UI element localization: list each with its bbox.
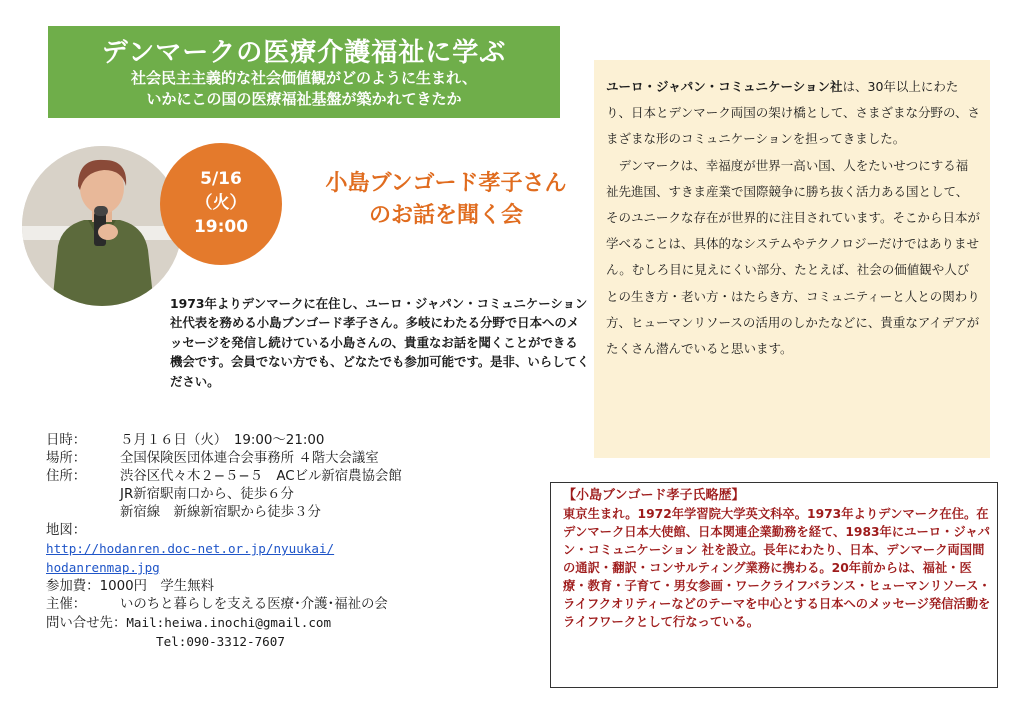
fee-value: 1000円 学生無料 xyxy=(99,579,214,594)
place-label: 場所： xyxy=(46,451,87,466)
date-badge-date: 5/16 xyxy=(200,169,242,189)
host-value: いのちと暮らしを支える医療･介護･福祉の会 xyxy=(120,597,388,612)
speaker-photo xyxy=(22,146,182,306)
header-banner xyxy=(48,26,560,118)
address-label: 住所： xyxy=(46,469,87,484)
company-paragraph-2: デンマークは、幸福度が世界一高い国、人をたいせつにする福祉先進国、すきま産業で国際競争に勝ち抜く活力ある国として、そのユニークな存在が世界的に注目されています。そこから日本が学べることは、具体的なシステムやテクノロジーだけではありません。むしろ目に見えにくい部分、たとえば、社会の価値観や人びとの生き方・老い方・はたらき方、コミュニティーと人との関わり方、ヒューマンリソースの活用のしかたなどに、貴重なアイデアがたくさん潜んでいると思います。 xyxy=(606,157,981,357)
access-line-2: 新宿線 新線新宿駅から徒歩３分 xyxy=(120,505,321,520)
contact-row xyxy=(46,614,526,633)
company-description xyxy=(594,60,990,458)
contact-mail[interactable]: Mail:heiwa.inochi@gmail.com xyxy=(126,615,332,630)
map-link-file[interactable]: hodanrenmap.jpg xyxy=(46,560,160,575)
access-line-1: JR新宿駅南口から、徒歩６分 xyxy=(120,487,294,502)
bio-title: 【小島ブンゴード孝子氏略歴】 xyxy=(563,488,745,503)
address-value: 渋谷区代々木２−５−５ ACビル新宿農協会館 xyxy=(120,469,402,484)
contact-label: 問い合せ先： xyxy=(46,616,127,631)
fee-row xyxy=(46,578,526,596)
place-row xyxy=(46,450,526,468)
host-row xyxy=(46,596,526,614)
intro-text: 1973年よりデンマークに在住し、ユーロ・ジャパン・コミュニケーション社代表を務める小島ブンゴード孝子さん。多岐にわたる分野で日本へのメッセージを発信し続けている小島さんの、貴重なお話を聞くことができる機会です。会員でない方でも、どなたでも参加可能です。是非、いらしてください。 xyxy=(170,296,590,389)
map-link[interactable]: http://hodanren.doc-net.or.jp/nyuukai/ xyxy=(46,541,335,556)
page-subtitle xyxy=(48,68,560,110)
company-name: ユーロ・ジャパン・コミュニケーション社 xyxy=(606,79,843,94)
date-badge xyxy=(160,143,282,265)
company-paragraph-1 xyxy=(606,74,980,153)
bio-text: 東京生まれ。1972年学習院大学英文科卒。1973年よりデンマーク在住。在デンマーク日本大使館、日本関連企業勤務を経て、1983年にユーロ・ジャパン・コミュニケーション 社を設立。長年にわたり、日本、デンマーク両国間の通訳・翻訳・コンサルティング業務に携わる。20年前からは、福祉・医療・教育・子育て・男女参画・ワークライフバランス・ヒューマンリソース・ライフクオリティーなどのテーマを中心とする日本へのメッセージ発信活動をライフワークとして行なっている。 xyxy=(563,507,991,629)
subtitle-line-1: 社会民主主義的な社会価値観がどのように生まれ、 xyxy=(131,69,477,87)
fee-label: 参加費： xyxy=(46,579,100,594)
host-label: 主催： xyxy=(46,597,87,612)
speaker-bio xyxy=(550,482,998,688)
datetime-row xyxy=(46,432,526,450)
company-paragraph-1-text: は、30年以上にわたり、日本とデンマーク両国の架け橋として、さまざまな分野の、さまざまな形のコミュニケーションを担ってきました。 xyxy=(606,79,981,147)
date-badge-weekday: （火） xyxy=(195,193,247,213)
date-badge-time: 19:00 xyxy=(193,217,249,237)
subtitle-line-2: いかにこの国の医療福祉基盤が築かれてきたか xyxy=(146,90,462,108)
event-details xyxy=(46,432,526,651)
address-row xyxy=(46,468,526,486)
page-title: デンマークの医療介護福祉に学ぶ xyxy=(101,38,507,68)
datetime-label: 日時： xyxy=(46,433,87,448)
event-title-line-2: のお話を聞く会 xyxy=(368,203,523,228)
contact-tel[interactable]: Tel:090-3312-7607 xyxy=(156,634,285,649)
event-title-line-1: 小島ブンゴード孝子さん xyxy=(325,171,567,196)
datetime-value: ５月１６日（火） 19:00～21:00 xyxy=(120,433,325,448)
event-title xyxy=(296,168,596,232)
place-value: 全国保険医団体連合会事務所 ４階大会議室 xyxy=(120,451,379,466)
map-label: 地図： xyxy=(46,523,87,538)
